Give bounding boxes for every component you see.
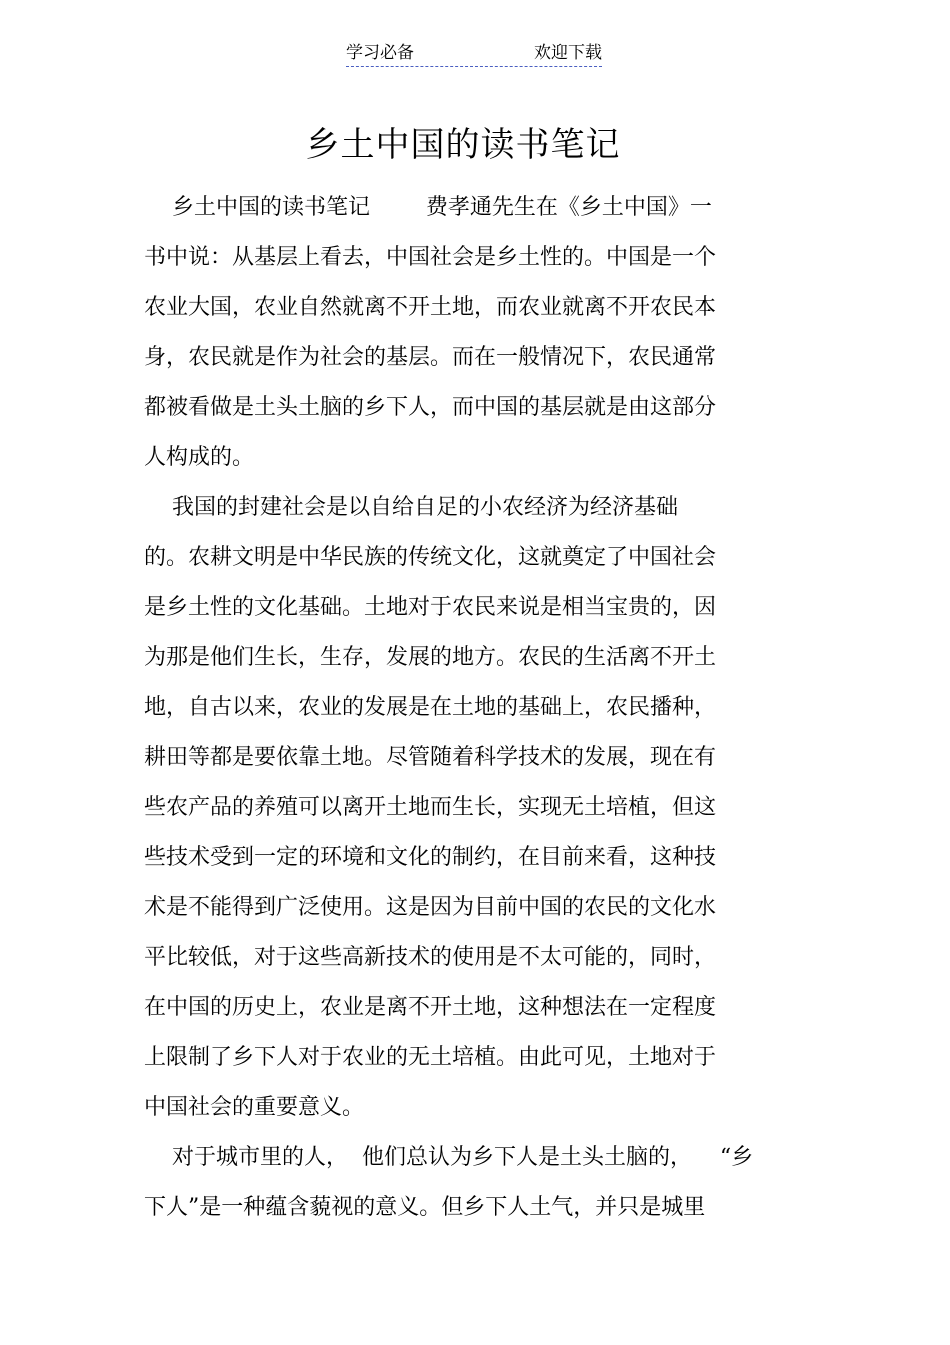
text-line: 人构成的。 xyxy=(144,445,255,470)
text-line: 中国社会的重要意义。 xyxy=(144,1095,365,1120)
text-line: 术是不能得到广泛使用。这是因为目前中国的农民的文化水 xyxy=(144,895,717,920)
text-line: 我国的封建社会是以自给自足的小农经济为经济基础 xyxy=(144,495,678,520)
text-line: 下人”是一种蕴含藐视的意义。但乡下人土气，并只是城里 xyxy=(144,1195,706,1220)
text-line: 身，农民就是作为社会的基层。而在一般情况下，农民通常 xyxy=(144,345,717,370)
text-line: 耕田等都是要依靠土地。尽管随着科学技术的发展，现在有 xyxy=(144,745,717,770)
text-line: 书中说：从基层上看去，中国社会是乡土性的。中国是一个 xyxy=(144,245,717,270)
header-left-text: 学习必备 xyxy=(346,43,414,63)
document-title: 乡土中国的读书笔记 xyxy=(305,125,621,165)
header-right-text: 欢迎下载 xyxy=(534,43,602,63)
text-line: 农业大国，农业自然就离不开土地，而农业就离不开农民本 xyxy=(144,295,717,320)
page-header xyxy=(346,40,602,67)
text-line: 为那是他们生长，生存，发展的地方。农民的生活离不开土 xyxy=(144,645,717,670)
text-line: 乡土中国的读书笔记 费孝通先生在《乡土中国》一 xyxy=(144,195,712,220)
text-line: 些技术受到一定的环境和文化的制约，在目前来看，这种技 xyxy=(144,845,717,870)
text-line: 在中国的历史上，农业是离不开土地，这种想法在一定程度 xyxy=(144,995,717,1020)
text-line: 的。农耕文明是中华民族的传统文化，这就奠定了中国社会 xyxy=(144,545,717,570)
text-line: 些农产品的养殖可以离开土地而生长，实现无土培植，但这 xyxy=(144,795,717,820)
text-line: 都被看做是土头土脑的乡下人，而中国的基层就是由这部分 xyxy=(144,395,717,420)
text-line: 地，自古以来，农业的发展是在土地的基础上，农民播种， xyxy=(144,695,717,720)
text-line: 平比较低，对于这些高新技术的使用是不太可能的，同时， xyxy=(144,945,717,970)
text-line: 上限制了乡下人对于农业的无土培植。由此可见，土地对于 xyxy=(144,1045,717,1070)
text-line: 是乡土性的文化基础。土地对于农民来说是相当宝贵的，因 xyxy=(144,595,717,620)
text-line: 对于城市里的人， 他们总认为乡下人是土头土脑的， “乡 xyxy=(144,1145,754,1170)
